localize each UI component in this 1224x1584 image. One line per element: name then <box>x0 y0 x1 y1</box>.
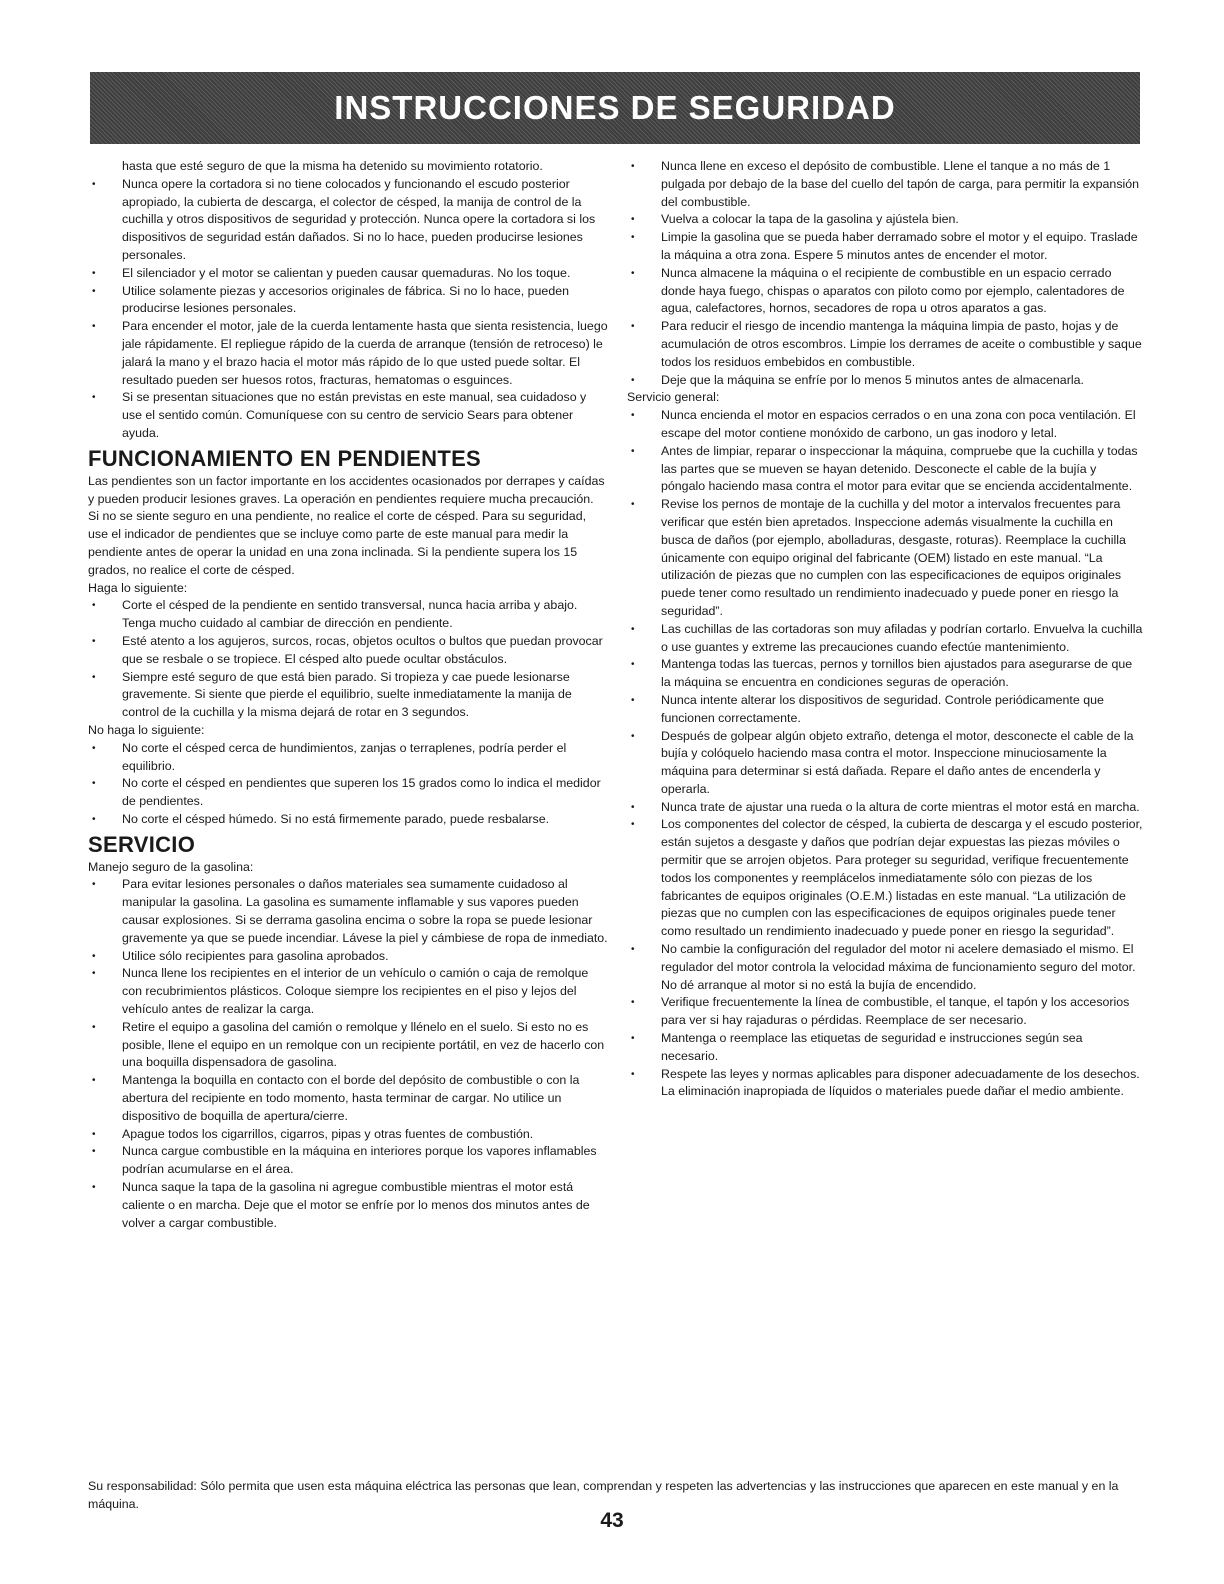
list-item: • Para encender el motor, jale de la cuerda lentamente hasta que sienta resistencia, luego jale rápidamente. El repliegue rápido de la cuerda de arranque (tensión de retroceso) le jalará la mano y el brazo hacia el motor más rápido de lo que usted puede soltar. El resultado pueden ser huesos rotos, fracturas, hematomas o esguinces. <box>88 318 608 389</box>
slopes-paragraph: Las pendientes son un factor importante en los accidentes ocasionados por derrapes y caídas y pueden producir lesiones graves. La operación en pendientes requiere mucha precaución. Si no se siente seguro en una pendiente, no realice el corte de césped. Para su seguridad, use el indicador de pendientes que se incluye como parte de este manual para medir la pendiente antes de operar la unidad en una zona inclinada. Si la pendiente supera los 15 grados, no realice el corte de césped. <box>88 473 605 577</box>
intro-continuation: hasta que esté seguro de que la misma ha detenido su movimiento rotatorio. <box>122 159 543 173</box>
list-item: • Nunca almacene la máquina o el recipiente de combustible en un espacio cerrado donde haya fuego, chispas o aparatos con piloto como por ejemplo, calentadores de agua, calefactores, hornos, secadores de ropa u otros aparatos a gas. <box>627 265 1143 318</box>
list-item: • Utilice solamente piezas y accesorios originales de fábrica. Si no lo hace, pueden producirse lesiones personales. <box>88 283 608 319</box>
left-column <box>88 158 608 1232</box>
do-label: Haga lo siguiente: <box>88 580 188 595</box>
list-item: • Nunca cargue combustible en la máquina en interiores porque los vapores inflamables podrían acumularse en el área. <box>88 1143 608 1179</box>
responsibility-note: Su responsabilidad: Sólo permita que usen esta máquina eléctrica las personas que lean, comprendan y respeten las advertencias y las instrucciones que aparecen en este manual y en la máquina. <box>88 1479 1119 1512</box>
list-item: • Nunca llene los recipientes en el interior de un vehículo o camión o caja de remolque con recubrimientos plásticos. Coloque siempre los recipientes en el piso y lejos del vehículo antes de realizar la carga. <box>88 965 608 1018</box>
service-heading: SERVICIO <box>88 831 196 857</box>
do-bullet-list <box>88 597 608 722</box>
list-item: • El silenciador y el motor se calientan y pueden causar quemaduras. No los toque. <box>88 265 608 283</box>
fuel-label: Manejo seguro de la gasolina: <box>88 859 254 874</box>
dont-label: No haga lo siguiente: <box>88 722 205 737</box>
list-item: • Después de golpear algún objeto extraño, detenga el motor, desconecte el cable de la bujía y colóquelo haciendo masa contra el motor. Inspeccione minuciosamente la máquina para determinar si está dañada. Repare el daño antes de encenderla y operarla. <box>627 728 1143 799</box>
list-item: • No corte el césped en pendientes que superen los 15 grados como lo indica el medidor de pendientes. <box>88 775 608 811</box>
list-item: • Esté atento a los agujeros, surcos, rocas, objetos ocultos o bultos que puedan provocar que se resbale o se tropiece. El césped alto puede ocultar obstáculos. <box>88 633 608 669</box>
list-item: • Siempre esté seguro de que está bien parado. Si tropieza y cae puede lesionarse gravemente. Si siente que pierde el equilibrio, suelte inmediatamente la manija de control de la cuchilla y la misma dejará de rotar en 3 segundos. <box>88 669 608 722</box>
list-item: • Verifique frecuentemente la línea de combustible, el tanque, el tapón y los accesorios para ver si hay rajaduras o pérdidas. Reemplace de ser necesario. <box>627 994 1143 1030</box>
list-item: • Los componentes del colector de césped, la cubierta de descarga y el escudo posterior, están sujetos a desgaste y daños que podrían dejar expuestas las piezas móviles o permitir que se arrojen objetos. Para proteger su seguridad, verifique frecuentemente todos los componentes y reemplácelos inmediatamente sólo con piezas de los fabricantes de equipos originales (O.E.M.) listadas en este manual. “La utilización de piezas que no cumplen con las especificaciones de equipos originales puede tener como resultado un rendimiento inadecuado y puede poner en riesgo la seguridad”. <box>627 816 1143 941</box>
list-item: • Nunca llene en exceso el depósito de combustible. Llene el tanque a no más de 1 pulgada por debajo de la base del cuello del tapón de carga, para permitir la expansión del combustible. <box>627 158 1143 211</box>
fuel-bullet-list-continued <box>627 158 1143 389</box>
list-item: • Apague todos los cigarrillos, cigarros, pipas y otras fuentes de combustión. <box>88 1126 608 1144</box>
list-item: • Para evitar lesiones personales o daños materiales sea sumamente cuidadoso al manipular la gasolina. La gasolina es sumamente inflamable y sus vapores pueden causar explosiones. Si se derrama gasolina encima o sobre la ropa se puede lesionar gravemente ya que se puede incendiar. Lávese la piel y cámbiese de ropa de inmediato. <box>88 876 608 947</box>
list-item: • Mantenga todas las tuercas, pernos y tornillos bien ajustados para asegurarse de que la máquina se encuentra en condiciones seguras de operación. <box>627 656 1143 692</box>
list-item: • No corte el césped húmedo. Si no está firmemente parado, puede resbalarse. <box>88 811 608 829</box>
intro-bullet-list <box>88 176 608 443</box>
list-item: • Utilice sólo recipientes para gasolina aprobados. <box>88 948 608 966</box>
list-item: • Retire el equipo a gasolina del camión o remolque y llénelo en el suelo. Si esto no es posible, llene el equipo en un remolque con un recipiente portátil, en vez de hacerlo con una boquilla dispensadora de gasolina. <box>88 1019 608 1072</box>
list-item: • Vuelva a colocar la tapa de la gasolina y ajústela bien. <box>627 211 1143 229</box>
list-item: • Nunca trate de ajustar una rueda o la altura de corte mientras el motor está en marcha. <box>627 799 1143 817</box>
list-item: • Nunca encienda el motor en espacios cerrados o en una zona con poca ventilación. El escape del motor contiene monóxido de carbono, un gas inodoro y letal. <box>627 407 1143 443</box>
list-item: • Las cuchillas de las cortadoras son muy afiladas y podrían cortarlo. Envuelva la cuchilla o use guantes y extreme las precauciones cuando efectúe mantenimiento. <box>627 621 1143 657</box>
right-column <box>627 158 1143 1101</box>
general-service-label: Servicio general: <box>627 390 720 405</box>
general-service-bullet-list <box>627 407 1143 1101</box>
list-item: • No corte el césped cerca de hundimientos, zanjas o terraplenes, podría perder el equilibrio. <box>88 740 608 776</box>
list-item: • Limpie la gasolina que se pueda haber derramado sobre el motor y el equipo. Traslade la máquina a otra zona. Espere 5 minutos antes de encender el motor. <box>627 229 1143 265</box>
list-item: • Mantenga la boquilla en contacto con el borde del depósito de combustible o con la abertura del recipiente en todo momento, hasta terminar de cargar. No utilice un dispositivo de boquilla de apertura/cierre. <box>88 1072 608 1125</box>
list-item: • Nunca intente alterar los dispositivos de seguridad. Controle periódicamente que funcionen correctamente. <box>627 692 1143 728</box>
dont-bullet-list <box>88 740 608 829</box>
slopes-heading: FUNCIONAMIENTO EN PENDIENTES <box>88 445 482 471</box>
list-item: • Si se presentan situaciones que no están previstas en este manual, sea cuidadoso y use el sentido común. Comuníquese con su centro de servicio Sears para obtener ayuda. <box>88 389 608 442</box>
list-item: • Antes de limpiar, reparar o inspeccionar la máquina, compruebe que la cuchilla y todas las partes que se mueven se hayan detenido. Desconecte el cable de la bujía y póngalo haciendo masa contra el motor para evitar que se encienda accidentalmente. <box>627 443 1143 496</box>
list-item: • Revise los pernos de montaje de la cuchilla y del motor a intervalos frecuentes para verificar que estén bien apretados. Inspeccione además visualmente la cuchilla en busca de daños (por ejemplo, abolladuras, desgaste, roturas). Reemplace la cuchilla únicamente con equipo original del fabricante (OEM) listado en este manual. “La utilización de piezas que no cumplen con las especificaciones de equipos originales puede tener como resultado un rendimiento inadecuado y puede poner en riesgo la seguridad”. <box>627 496 1143 621</box>
page-number: 43 <box>600 1509 624 1532</box>
section-banner <box>90 72 1140 144</box>
fuel-bullet-list <box>88 876 608 1232</box>
list-item: • Nunca saque la tapa de la gasolina ni agregue combustible mientras el motor está caliente o en marcha. Deje que el motor se enfríe por lo menos dos minutos antes de volver a cargar combustible. <box>88 1179 608 1232</box>
list-item: • Corte el césped de la pendiente en sentido transversal, nunca hacia arriba y abajo. Tenga mucho cuidado al cambiar de dirección en pendiente. <box>88 597 608 633</box>
list-item: • Deje que la máquina se enfríe por lo menos 5 minutos antes de almacenarla. <box>627 372 1143 390</box>
list-item: • Para reducir el riesgo de incendio mantenga la máquina limpia de pasto, hojas y de acumulación de otros escombros. Limpie los derrames de aceite o combustible y saque todos los residuos embebidos en combustible. <box>627 318 1143 371</box>
list-item: • Respete las leyes y normas aplicables para disponer adecuadamente de los desechos. La eliminación inapropiada de líquidos o materiales puede dañar el medio ambiente. <box>627 1066 1143 1102</box>
list-item: • No cambie la configuración del regulador del motor ni acelere demasiado el mismo. El regulador del motor controla la velocidad máxima de funcionamiento seguro del motor. No dé arranque al motor si no está la bujía de encendido. <box>627 941 1143 994</box>
list-item: • Nunca opere la cortadora si no tiene colocados y funcionando el escudo posterior apropiado, la cubierta de descarga, el colector de césped, la manija de control de la cuchilla y otros dispositivos de seguridad y protección. Nunca opere la cortadora si los dispositivos de seguridad están dañados. Si no lo hace, pueden producirse lesiones personales. <box>88 176 608 265</box>
banner-title: INSTRUCCIONES DE SEGURIDAD <box>334 89 896 126</box>
list-item: • Mantenga o reemplace las etiquetas de seguridad e instrucciones según sea necesario. <box>627 1030 1143 1066</box>
